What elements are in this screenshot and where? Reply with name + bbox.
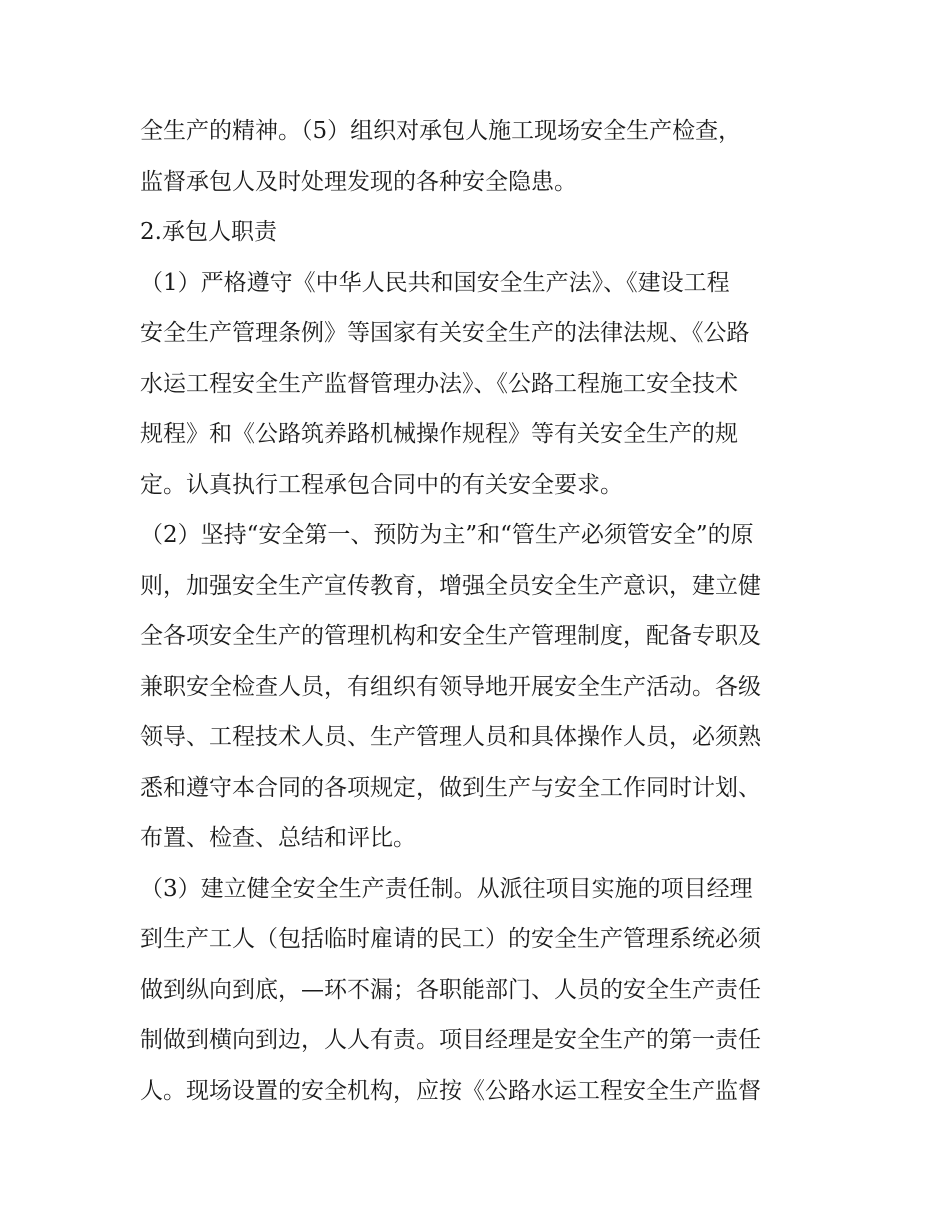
text-line: （1）严格遵守《中华人民共和国安全生产法》、《建设工程 bbox=[140, 269, 730, 296]
text-line: 规程》和《公路筑养路机械操作规程》等有关安全生产的规 bbox=[140, 421, 738, 447]
text-line: 水运工程安全生产监督管理办法》、《公路工程施工安全技术 bbox=[140, 370, 738, 397]
text-line: 领导、工程技术人员、生产管理人员和具体操作人员，必须熟 bbox=[140, 724, 761, 750]
text-line: 全生产的精神。（5）组织对承包人施工现场安全生产检查， bbox=[140, 118, 742, 144]
text-line: 到生产工人（包括临时雇请的民工）的安全生产管理系统必须 bbox=[140, 926, 761, 952]
text-line: 做到纵向到底，—环不漏；各职能部门、人员的安全生产责任 bbox=[140, 976, 761, 1003]
text-line: 布置、检查、总结和评比。 bbox=[140, 825, 416, 851]
text-line: 定。认真执行工程承包合同中的有关安全要求。 bbox=[140, 471, 623, 498]
section-heading: 2.承包人职责 bbox=[140, 219, 277, 245]
text-line: 全各项安全生产的管理机构和安全生产管理制度，配备专职及 bbox=[140, 623, 761, 649]
text-line: 安全生产管理条例》等国家有关安全生产的法律法规、《公路 bbox=[140, 320, 750, 346]
text-line: （3）建立健全安全生产责任制。从派往项目实施的项目经理 bbox=[140, 875, 753, 902]
document-body bbox=[140, 106, 820, 1116]
text-line: 人。现场设置的安全机构，应按《公路水运工程安全生产监督 bbox=[140, 1077, 761, 1104]
text-line: 则，加强安全生产宣传教育，增强全员安全生产意识，建立健 bbox=[140, 572, 761, 599]
text-line: （2）坚持“安全第一、预防为主”和“管生产必须管安全”的原 bbox=[140, 522, 754, 548]
text-line: 制做到横向到边，人人有责。项目经理是安全生产的第一责任 bbox=[140, 1027, 761, 1053]
text-line: 悉和遵守本合同的各项规定，做到生产与安全工作同时计划、 bbox=[140, 774, 761, 801]
text-line: 兼职安全检查人员，有组织有领导地开展安全生产活动。各级 bbox=[140, 673, 761, 700]
text-line: 监督承包人及时处理发现的各种安全隐患。 bbox=[140, 168, 577, 195]
